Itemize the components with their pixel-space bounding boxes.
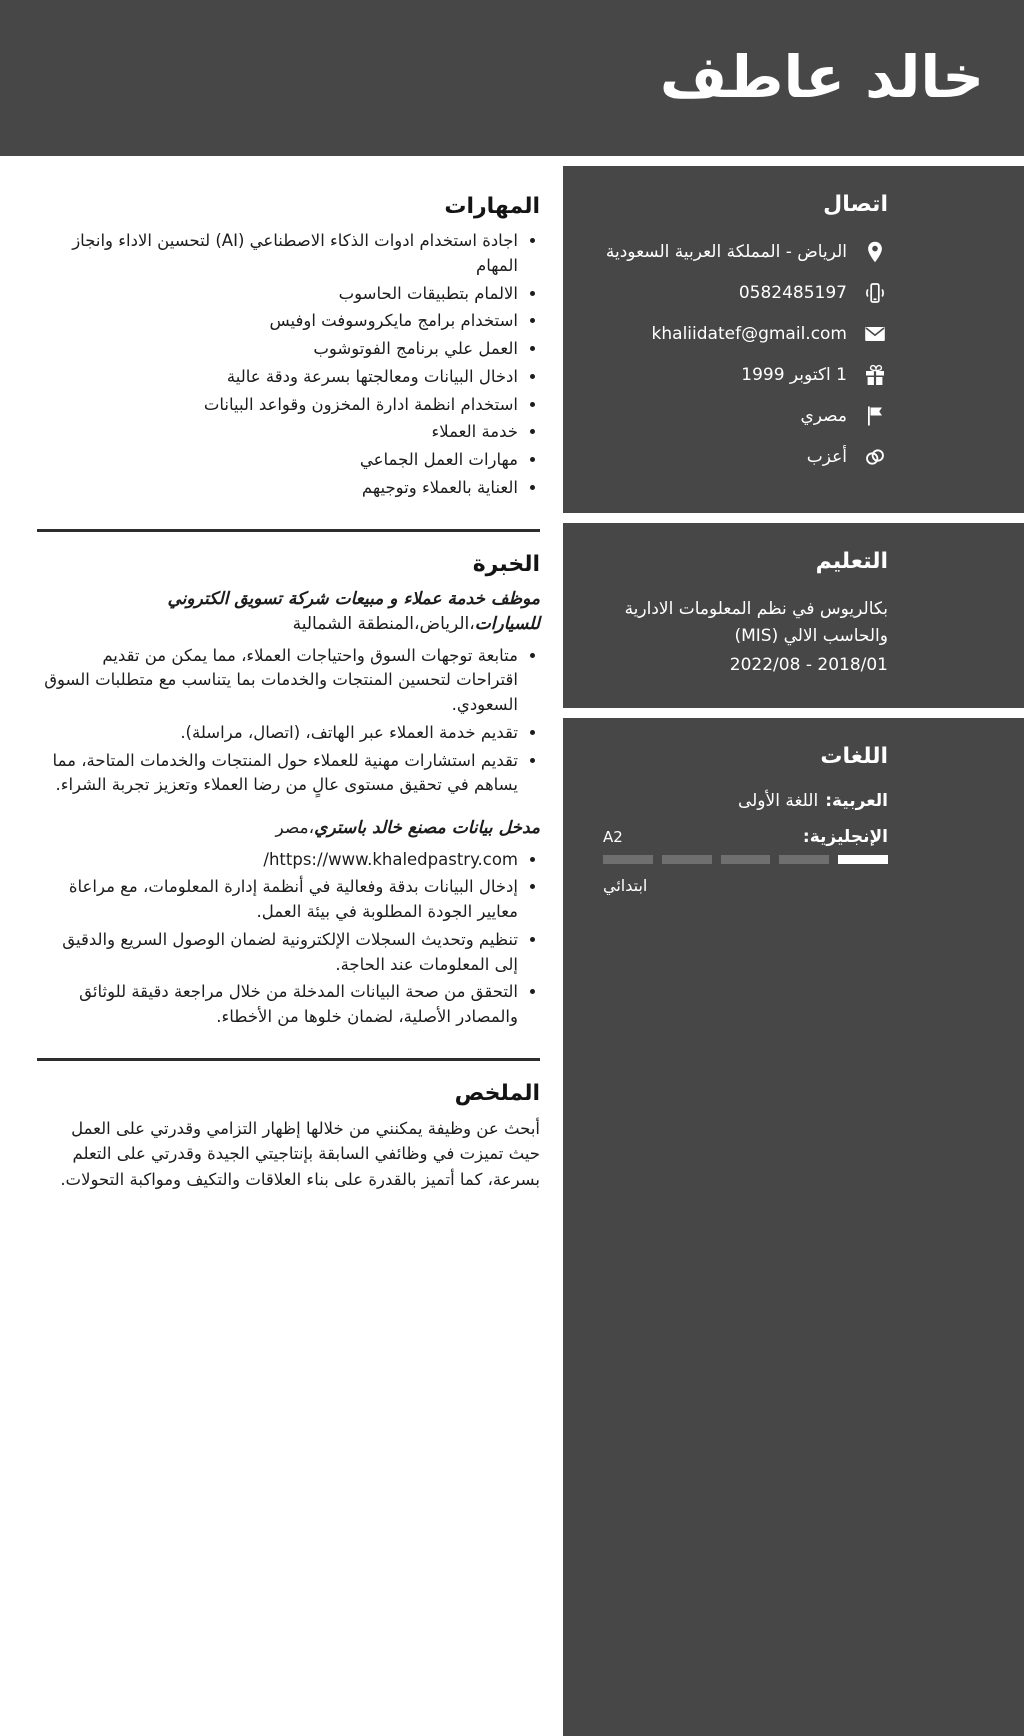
english-level-text: ابتدائي <box>603 875 648 895</box>
job-location: ،مصر <box>275 818 315 838</box>
arabic-language-row <box>603 791 888 811</box>
skill-item: • ادخال البيانات ومعالجتها بسرعة ودقة عالية <box>37 365 518 390</box>
english-level-bar <box>603 855 888 864</box>
education-title: التعليم <box>815 549 888 574</box>
contact-title: اتصال <box>823 192 888 217</box>
skill-item: • الالمام بتطبيقات الحاسوب <box>37 282 518 307</box>
header <box>0 0 1024 156</box>
candidate-name: خالد عاطف <box>659 43 984 112</box>
job-head <box>37 587 540 638</box>
skill-item: • العناية بالعملاء وتوجيهم <box>37 476 518 501</box>
job-head <box>37 816 540 842</box>
summary-title: الملخص <box>454 1080 540 1106</box>
company-url[interactable]: • https://www.khaledpastry.com/ <box>37 848 518 873</box>
rings-icon <box>862 444 888 470</box>
bullet-item: • تنظيم وتحديث السجلات الإلكترونية لضمان الوصول السريع والدقيق إلى المعلومات عند الحاجة. <box>37 928 518 978</box>
skill-item: • اجادة استخدام ادوات الذكاء الاصطناعي (AI) لتحسين الاداء وانجاز المهام <box>37 229 518 279</box>
contact-birthdate-text: 1 اكتوبر 1999 <box>741 364 847 385</box>
level-segment <box>603 855 653 864</box>
job <box>37 816 540 1030</box>
job-location: ،الرياض،المنطقة الشمالية <box>292 614 475 634</box>
job-bullets <box>37 848 540 1030</box>
skill-item: • العمل علي برنامج الفوتوشوب <box>37 337 518 362</box>
contact-row-nationality <box>603 403 888 429</box>
contact-row-phone <box>603 280 888 306</box>
arabic-level: اللغة الأولى <box>737 790 819 811</box>
location-icon <box>862 239 888 265</box>
english-label: الإنجليزية: <box>802 826 888 847</box>
skills-title: المهارات <box>444 194 540 219</box>
languages-title: اللغات <box>820 743 888 769</box>
summary-section <box>37 1081 540 1193</box>
education-section <box>563 523 1024 708</box>
contact-location-text: الرياض - المملكة العربية السعودية <box>605 241 847 262</box>
email-icon <box>862 321 888 347</box>
skill-item: • استخدام انظمة ادارة المخزون وقواعد البيانات <box>37 393 518 418</box>
experience-title: الخبرة <box>472 551 540 577</box>
bullet-item: • التحقق من صحة البيانات المدخلة من خلال مراجعة دقيقة للوثائق والمصادر الأصلية، لضمان خلوها من الأخطاء. <box>37 980 518 1030</box>
main-content <box>0 156 563 1192</box>
languages-section <box>563 718 1024 1736</box>
contact-marital-status-text: أعزب <box>806 446 847 467</box>
birthday-icon <box>862 362 888 388</box>
english-cefr-badge: A2 <box>603 827 623 846</box>
contact-section <box>563 166 1024 513</box>
contact-row-marital-status <box>603 444 888 470</box>
contact-phone-text: 0582485197 <box>738 282 847 303</box>
section-divider <box>37 1058 540 1061</box>
english-language-row <box>603 827 888 847</box>
job-title: مدخل بيانات مصنع خالد باستري <box>314 818 540 838</box>
education-dates: 2018/01 - 2022/08 <box>729 655 888 676</box>
skill-item: • استخدام برامج مايكروسوفت اوفيس <box>37 309 518 334</box>
flag-icon <box>862 403 888 429</box>
contact-row-location <box>603 239 888 265</box>
arabic-label: العربية: <box>825 790 888 811</box>
job-bullets <box>37 644 540 799</box>
skill-item: • مهارات العمل الجماعي <box>37 448 518 473</box>
skill-item: • خدمة العملاء <box>37 420 518 445</box>
bullet-item: • تقديم استشارات مهنية للعملاء حول المنتجات والخدمات المتاحة، مما يساهم في تحقيق مستوى عالٍ من رضا العملاء وتعزيز تجربة الشراء. <box>37 749 518 799</box>
bullet-item: • تقديم خدمة العملاء عبر الهاتف، (اتصال، مراسلة). <box>37 721 518 746</box>
job <box>37 587 540 799</box>
contact-row-email <box>603 321 888 347</box>
experience-section <box>37 552 540 1030</box>
contact-email-text[interactable]: khaliidatef@gmail.com <box>651 323 847 344</box>
level-segment <box>838 855 888 864</box>
job-title: موظف خدمة عملاء و مبيعات شركة تسويق الكتروني للسيارات <box>167 588 540 634</box>
skills-section <box>37 194 540 501</box>
level-segment <box>779 855 829 864</box>
sidebar <box>563 166 1024 1736</box>
contact-nationality-text: مصري <box>800 405 847 426</box>
education-degree: بكالريوس في نظم المعلومات الادارية والحاسب الالي (MIS) <box>624 599 888 647</box>
skills-list <box>37 229 540 501</box>
summary-text: أبحث عن وظيفة يمكنني من خلالها إظهار التزامي وقدرتي على العمل حيث تميزت في وظائفي السابقة بإنتاجيتي الجيدة وقدرتي على التعلم بسرعة، كما أتميز بالقدرة على بناء العلاقات والتكيف ومواكبة التحولات. <box>60 1118 540 1189</box>
contact-row-birthdate <box>603 362 888 388</box>
section-divider <box>37 529 540 532</box>
phone-icon <box>862 280 888 306</box>
bullet-item: • إدخال البيانات بدقة وفعالية في أنظمة إدارة المعلومات، مع مراعاة معايير الجودة المطلوبة في بيئة العمل. <box>37 875 518 925</box>
level-segment <box>662 855 712 864</box>
bullet-item: • متابعة توجهات السوق واحتياجات العملاء، مما يمكن من تقديم اقتراحات لتحسين المنتجات والخدمات بما يتناسب مع متطلبات السوق السعودي. <box>37 644 518 718</box>
level-segment <box>721 855 771 864</box>
